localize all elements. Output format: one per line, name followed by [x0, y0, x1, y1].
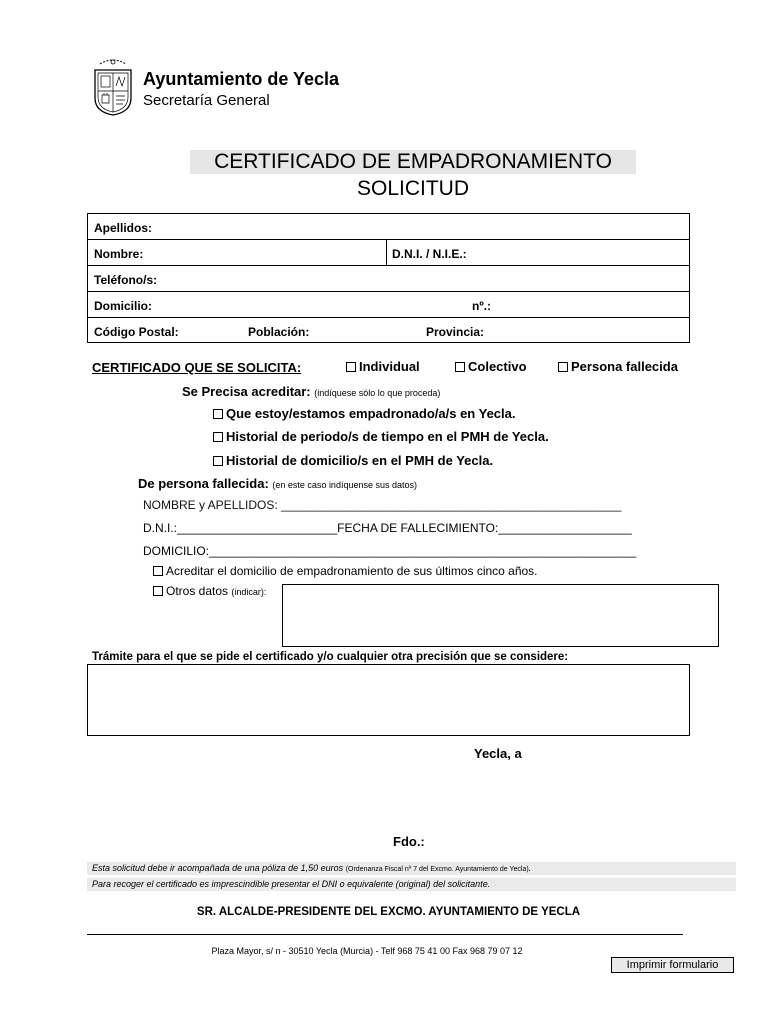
- empadronado-checkbox[interactable]: [213, 409, 223, 419]
- cinco-anos-label: Acreditar el domicilio de empadronamiento de sus últimos cinco años.: [166, 564, 538, 578]
- footer-divider: [87, 934, 683, 935]
- colectivo-label: Colectivo: [468, 359, 527, 374]
- fallecida-hint: (en este caso indíquense sus datos): [272, 480, 417, 490]
- row-nombre: [88, 240, 689, 266]
- row-codigo-postal: [88, 318, 689, 344]
- fallecida-dni-fecha-line: D.N.I.:________________________FECHA DE FALLECIMIENTO:____________________: [143, 521, 632, 535]
- apellidos-label: Apellidos:: [94, 221, 153, 235]
- acreditar-heading: [182, 384, 440, 399]
- historial-domicilio-checkbox[interactable]: [213, 456, 223, 466]
- option-individual[interactable]: [346, 359, 420, 374]
- numero-input[interactable]: [500, 296, 684, 316]
- numero-label: nº.:: [472, 299, 492, 313]
- codigo-postal-label: Código Postal:: [94, 325, 179, 339]
- nombre-label: Nombre:: [94, 247, 144, 261]
- note-poliza-end: .: [528, 863, 532, 873]
- tramite-textarea[interactable]: [87, 664, 690, 736]
- form-title: CERTIFICADO DE EMPADRONAMIENTO: [190, 150, 636, 174]
- cinco-anos-checkbox[interactable]: [153, 566, 163, 576]
- dni-label: D.N.I. / N.I.E.:: [392, 247, 467, 261]
- provincia-label: Provincia:: [426, 325, 485, 339]
- domicilio-label: Domicilio:: [94, 299, 153, 313]
- dni-input[interactable]: [486, 244, 685, 264]
- note-poliza: [87, 862, 736, 875]
- print-form-button[interactable]: Imprimir formulario: [611, 957, 734, 973]
- personal-data-table: [87, 213, 690, 343]
- tramite-label: Trámite para el que se pide el certificado y/o cualquier otra precisión que se considere:: [92, 651, 569, 663]
- persona-fallecida-checkbox[interactable]: [558, 362, 568, 372]
- persona-fallecida-label: Persona fallecida: [571, 359, 678, 374]
- domicilio-input[interactable]: [168, 296, 462, 316]
- footer-address: Plaza Mayor, s/ n - 30510 Yecla (Murcia) - Telf 968 75 41 00 Fax 968 79 07 12: [211, 946, 523, 956]
- form-subtitle: SOLICITUD: [356, 177, 469, 200]
- apellidos-input[interactable]: [168, 218, 682, 238]
- date-input[interactable]: [540, 744, 694, 764]
- fallecida-option-otros-datos[interactable]: [153, 584, 266, 598]
- empadronado-label: Que estoy/estamos empadronado/a/s en Yecla.: [226, 406, 516, 421]
- acreditar-label: Se Precisa acreditar:: [182, 384, 311, 399]
- note-dni: Para recoger el certificado es imprescindible presentar el DNI o equivalente (original) del solicitante.: [87, 878, 736, 891]
- fallecida-fecha-input[interactable]: [536, 519, 685, 537]
- fallecida-domicilio-input[interactable]: [215, 542, 687, 560]
- org-name: Ayuntamiento de Yecla: [143, 69, 340, 89]
- telefono-label: Teléfono/s:: [94, 273, 158, 287]
- fallecida-nombre-input[interactable]: [290, 496, 684, 514]
- fallecida-label: De persona fallecida:: [138, 476, 269, 491]
- poblacion-input[interactable]: [320, 322, 424, 342]
- acreditar-option-historial-domicilio[interactable]: [213, 453, 493, 468]
- colectivo-checkbox[interactable]: [455, 362, 465, 372]
- otros-datos-textarea[interactable]: [282, 584, 719, 647]
- historial-domicilio-label: Historial de domicilio/s en el PMH de Yecla.: [226, 453, 494, 468]
- fallecida-option-cinco-anos[interactable]: [153, 564, 538, 578]
- signature-label: Fdo.:: [393, 834, 425, 849]
- acreditar-option-empadronado[interactable]: [213, 406, 516, 421]
- option-colectivo[interactable]: [455, 359, 527, 374]
- crest-logo: [92, 58, 134, 116]
- row-telefono: [88, 266, 689, 292]
- individual-label: Individual: [359, 359, 420, 374]
- addressee: SR. ALCALDE-PRESIDENTE DEL EXCMO. AYUNTAMIENTO DE YECLA: [196, 906, 581, 918]
- fallecida-nombre-line: NOMBRE y APELLIDOS: ___________________________________________________: [143, 498, 622, 512]
- column-divider: [386, 240, 387, 266]
- acreditar-option-historial-periodo[interactable]: [213, 429, 549, 444]
- row-apellidos: [88, 214, 689, 240]
- poblacion-label: Población:: [248, 325, 310, 339]
- historial-periodo-checkbox[interactable]: [213, 432, 223, 442]
- org-department: Secretaría General: [143, 92, 270, 109]
- individual-checkbox[interactable]: [346, 362, 356, 372]
- telefono-input[interactable]: [178, 270, 682, 290]
- fallecida-dni-input[interactable]: [182, 519, 356, 537]
- provincia-input[interactable]: [494, 322, 683, 342]
- historial-periodo-label: Historial de periodo/s de tiempo en el PMH de Yecla.: [226, 429, 549, 444]
- otros-datos-checkbox[interactable]: [153, 586, 163, 596]
- note-poliza-main: Esta solicitud debe ir acompañada de una póliza de 1,50 euros: [92, 863, 344, 873]
- acreditar-hint: (indíquese sólo lo que proceda): [314, 388, 441, 398]
- codigo-postal-input[interactable]: [188, 322, 247, 342]
- note-poliza-ordenanza: (Ordenanza Fiscal nº 7 del Excmo. Ayuntamiento de Yecla): [345, 866, 529, 873]
- nombre-input[interactable]: [158, 244, 382, 264]
- certificate-type-label: CERTIFICADO QUE SE SOLICITA:: [92, 360, 302, 375]
- otros-datos-label: Otros datos: [166, 584, 229, 598]
- fallecida-heading: [138, 476, 417, 491]
- option-persona-fallecida[interactable]: [558, 359, 678, 374]
- fallecida-domicilio-line: DOMICILIO:________________________________________________________________: [143, 544, 637, 558]
- otros-datos-hint: (indicar):: [231, 587, 267, 597]
- place-date-label: Yecla, a: [474, 746, 522, 761]
- row-domicilio: [88, 292, 689, 318]
